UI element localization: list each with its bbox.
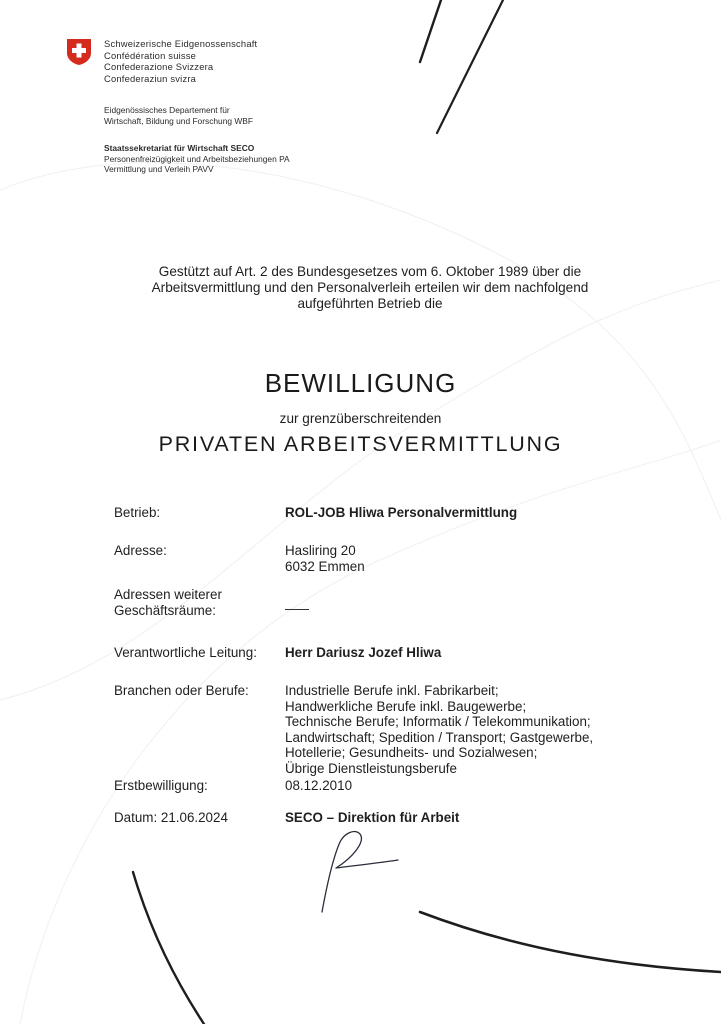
pen-stroke-bottom-left [133,872,204,1024]
branchen-line: Handwerkliche Berufe inkl. Baugewerbe; [285,698,527,714]
branchen-line: Hotellerie; Gesundheits- und Sozialwesen; [285,745,538,761]
document-title: BEWILLIGUNG [264,368,457,398]
weitere-adressen-line: Geschäftsräume: [114,602,216,618]
intro-line: Gestützt auf Art. 2 des Bundesgesetzes vom 6. Oktober 1989 über die [158,264,582,279]
weitere-adressen-line: Adressen weiterer [114,587,222,602]
pen-stroke-top-2 [437,0,503,133]
branchen-line: Technische Berufe; Informatik / Telekommunikation; [285,714,591,730]
intro-line: Arbeitsvermittlung und den Personalverleih erteilen wir dem nachfolgend [151,280,589,295]
document-subtitle: zur grenzüberschreitenden [279,411,442,426]
betrieb-label: Betrieb: [114,505,161,520]
department-block [104,105,253,126]
document-title-secondary: PRIVATEN ARBEITSVERMITTLUNG [158,432,563,456]
branchen-line: Übrige Dienstleistungsberufe [285,760,457,776]
swiss-flag-icon [66,38,92,66]
confederation-line: Confederaziun svizra [104,72,197,84]
confederation-line: Confédération suisse [104,49,197,61]
confederation-line: Confederazione Svizzera [104,61,214,73]
erstbewilligung-label: Erstbewilligung: [114,778,208,793]
adresse-line: 6032 Emmen [285,558,365,574]
weitere-adressen-label [114,587,222,618]
intro-paragraph [110,264,630,312]
erstbewilligung-value: 08.12.2010 [285,778,353,793]
adresse-label: Adresse: [114,543,167,558]
department-line: Wirtschaft, Bildung und Forschung WBF [104,115,253,126]
confederation-names [104,38,257,84]
datum-label: Datum: 21.06.2024 [114,810,228,825]
secretariat-line: Personenfreizügigkeit und Arbeitsbeziehungen PA [104,153,290,164]
branchen-label: Branchen oder Berufe: [114,683,249,698]
intro-line: aufgeführten Betrieb die [297,296,443,311]
empty-value-dash [285,609,309,610]
branchen-value [285,683,615,777]
secretariat-block [104,143,290,175]
adresse-value [285,543,615,574]
department-line: Eidgenössisches Departement für [104,105,230,115]
adresse-line: Hasliring 20 [285,543,356,558]
leitung-label: Verantwortliche Leitung: [114,645,257,660]
confederation-line: Schweizerische Eidgenossenschaft [104,38,258,49]
branchen-line: Industrielle Berufe inkl. Fabrikarbeit; [285,683,499,698]
authority-name: SECO – Direktion für Arbeit [285,810,460,825]
betrieb-value: ROL-JOB Hliwa Personalvermittlung [285,505,518,520]
secretariat-line: Vermittlung und Verleih PAVV [104,164,214,175]
secretariat-title: Staatssekretariat für Wirtschaft SECO [104,143,255,153]
pen-stroke-top-1 [420,0,441,62]
pen-stroke-bottom-right [420,912,721,972]
leitung-value: Herr Dariusz Jozef Hliwa [285,645,442,660]
signature [300,820,410,920]
branchen-line: Landwirtschaft; Spedition / Transport; Gastgewerbe, [285,729,594,745]
